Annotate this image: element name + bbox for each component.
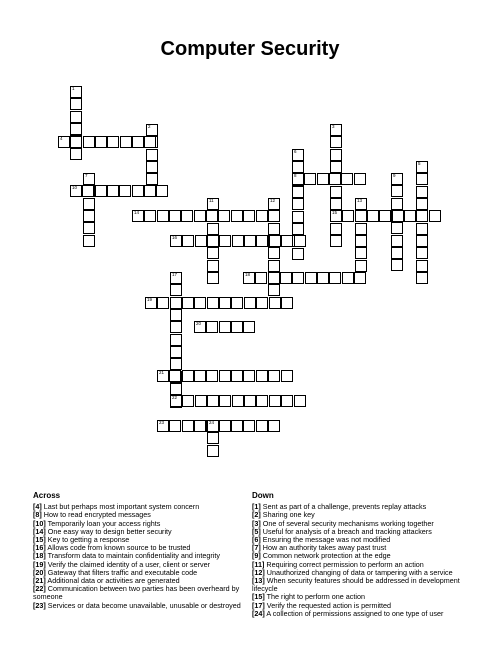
cell-number: 23	[159, 420, 165, 425]
clue-number: [24]	[252, 608, 265, 618]
clue-text: Transform data to maintain confidentiality and integrity	[45, 551, 220, 561]
grid-cell[interactable]	[170, 272, 182, 284]
grid-cell[interactable]	[268, 284, 280, 296]
grid-cell[interactable]	[70, 136, 82, 148]
across-heading: Across	[33, 491, 61, 500]
cell-number: 24	[209, 420, 215, 425]
grid-cell[interactable]	[194, 297, 206, 309]
grid-cell[interactable]	[207, 223, 219, 235]
grid-cell[interactable]	[170, 395, 182, 407]
clue-number: [10]	[33, 518, 46, 528]
grid-cell[interactable]	[355, 210, 367, 222]
cell-number: 17	[172, 272, 178, 277]
grid-cell[interactable]	[132, 185, 144, 197]
grid-cell[interactable]	[392, 210, 404, 222]
across-clue	[33, 585, 245, 601]
grid-cell[interactable]	[330, 186, 342, 198]
clue-text: Additional data or activities are generated	[45, 576, 180, 586]
grid-cell[interactable]	[294, 395, 306, 407]
grid-cell[interactable]	[207, 445, 219, 457]
grid-cell[interactable]	[268, 272, 280, 284]
grid-cell[interactable]	[58, 136, 70, 148]
clue-text: Ensuring the message was not modified	[260, 535, 391, 545]
down-clue	[252, 610, 474, 618]
grid-cell[interactable]	[292, 272, 304, 284]
grid-cell[interactable]	[195, 395, 207, 407]
grid-cell[interactable]	[329, 173, 341, 185]
grid-cell[interactable]	[146, 149, 158, 161]
grid-cell[interactable]	[269, 235, 281, 247]
grid-cell[interactable]	[194, 370, 206, 382]
grid-cell[interactable]	[169, 420, 181, 432]
grid-cell[interactable]	[206, 210, 218, 222]
grid-cell[interactable]	[355, 260, 367, 272]
cell-number: 8	[294, 173, 297, 178]
clue-text: Services or data become unavailable, unusable or destroyed	[45, 600, 241, 610]
down-heading: Down	[252, 491, 274, 500]
clue-number: [13]	[252, 576, 265, 586]
grid-cell[interactable]	[281, 297, 293, 309]
grid-cell[interactable]	[182, 235, 194, 247]
grid-cell[interactable]	[107, 136, 119, 148]
clue-text: The right to perform one action	[264, 592, 365, 602]
grid-cell[interactable]	[207, 260, 219, 272]
grid-cell[interactable]	[83, 198, 95, 210]
grid-cell[interactable]	[231, 321, 243, 333]
clue-number: [5]	[252, 526, 261, 536]
grid-cell[interactable]	[292, 248, 304, 260]
cell-number: 21	[159, 370, 165, 375]
grid-cell[interactable]	[391, 247, 403, 259]
grid-cell[interactable]	[281, 235, 293, 247]
grid-cell[interactable]	[268, 247, 280, 259]
grid-cell[interactable]	[156, 185, 168, 197]
grid-cell[interactable]	[194, 210, 206, 222]
grid-cell[interactable]	[416, 173, 428, 185]
clue-number: [6]	[252, 535, 261, 545]
grid-cell[interactable]	[243, 272, 255, 284]
grid-cell[interactable]	[157, 210, 169, 222]
grid-cell[interactable]	[342, 272, 354, 284]
clue-text: Verify the claimed identity of a user, client or server	[45, 559, 210, 569]
cell-number: 19	[147, 297, 153, 302]
grid-cell[interactable]	[83, 173, 95, 185]
clue-text: Unauthorized changing of data or tampering with a service	[264, 567, 453, 577]
grid-cell[interactable]	[330, 235, 342, 247]
grid-cell[interactable]	[341, 173, 353, 185]
clue-text: Sharing one key	[260, 510, 315, 520]
grid-cell[interactable]	[207, 395, 219, 407]
clue-number: [8]	[33, 510, 42, 520]
grid-cell[interactable]	[231, 297, 243, 309]
grid-cell[interactable]	[219, 395, 231, 407]
grid-cell[interactable]	[355, 235, 367, 247]
grid-cell[interactable]	[219, 235, 231, 247]
cell-number: 10	[72, 185, 78, 190]
grid-cell[interactable]	[256, 297, 268, 309]
clue-number: [21]	[33, 576, 46, 586]
grid-cell[interactable]	[330, 149, 342, 161]
grid-cell[interactable]	[207, 420, 219, 432]
down-clue	[252, 577, 474, 593]
grid-cell[interactable]	[355, 198, 367, 210]
grid-cell[interactable]	[157, 370, 169, 382]
grid-cell[interactable]	[416, 210, 428, 222]
grid-cell[interactable]	[329, 272, 341, 284]
grid-cell[interactable]	[182, 395, 194, 407]
grid-cell[interactable]	[181, 210, 193, 222]
grid-cell[interactable]	[268, 420, 280, 432]
grid-cell[interactable]	[404, 210, 416, 222]
grid-cell[interactable]	[355, 223, 367, 235]
grid-cell[interactable]	[70, 148, 82, 160]
cell-number: 18	[245, 272, 251, 277]
cell-number: 16	[172, 235, 178, 240]
grid-cell[interactable]	[330, 136, 342, 148]
grid-cell[interactable]	[144, 185, 156, 197]
grid-cell[interactable]	[232, 235, 244, 247]
grid-cell[interactable]	[182, 420, 194, 432]
cell-number: 13	[357, 198, 363, 203]
clue-number: [14]	[33, 526, 46, 536]
grid-cell[interactable]	[145, 297, 157, 309]
grid-cell[interactable]	[146, 124, 158, 136]
grid-cell[interactable]	[170, 235, 182, 247]
cell-number: 22	[172, 395, 178, 400]
grid-cell[interactable]	[83, 222, 95, 234]
grid-cell[interactable]	[268, 210, 280, 222]
clue-number: [15]	[252, 592, 265, 602]
grid-cell[interactable]	[292, 198, 304, 210]
clue-number: [16]	[33, 543, 46, 553]
grid-cell[interactable]	[292, 211, 304, 223]
grid-cell[interactable]	[170, 321, 182, 333]
grid-cell[interactable]	[244, 395, 256, 407]
clue-text: How an authority takes away past trust	[260, 543, 387, 553]
across-clues	[33, 492, 245, 610]
clue-text: Useful for analysis of a breach and tracking attackers	[260, 526, 432, 536]
grid-cell[interactable]	[317, 173, 329, 185]
grid-cell[interactable]	[194, 321, 206, 333]
grid-cell[interactable]	[170, 309, 182, 321]
grid-cell[interactable]	[70, 111, 82, 123]
grid-cell[interactable]	[218, 210, 230, 222]
clue-number: [20]	[33, 567, 46, 577]
grid-cell[interactable]	[144, 210, 156, 222]
grid-cell[interactable]	[243, 321, 255, 333]
clue-text: Last but perhaps most important system concern	[41, 502, 200, 512]
clue-number: [1]	[252, 502, 261, 512]
grid-cell[interactable]	[144, 136, 156, 148]
clue-text: Verify the requested action is permitted	[264, 600, 392, 610]
grid-cell[interactable]	[391, 259, 403, 271]
grid-cell[interactable]	[70, 123, 82, 135]
grid-cell[interactable]	[416, 161, 428, 173]
clue-number: [22]	[33, 584, 46, 594]
grid-cell[interactable]	[317, 272, 329, 284]
grid-cell[interactable]	[207, 432, 219, 444]
clue-number: [12]	[252, 567, 265, 577]
grid-cell[interactable]	[269, 297, 281, 309]
clue-text: Key to getting a response	[45, 535, 130, 545]
grid-cell[interactable]	[219, 321, 231, 333]
cell-number: 3	[332, 124, 335, 129]
grid-cell[interactable]	[170, 297, 182, 309]
grid-cell[interactable]	[219, 420, 231, 432]
cell-number: 5	[418, 161, 421, 166]
grid-cell[interactable]	[243, 420, 255, 432]
grid-cell[interactable]	[207, 235, 219, 247]
grid-cell[interactable]	[391, 198, 403, 210]
clue-text: Communication between two parties has been overheard by someone	[33, 584, 240, 602]
grid-cell[interactable]	[416, 198, 428, 210]
grid-cell[interactable]	[416, 247, 428, 259]
cell-number: 14	[134, 210, 140, 215]
grid-cell[interactable]	[107, 185, 119, 197]
clue-text: How to read encrypted messages	[41, 510, 151, 520]
grid-cell[interactable]	[256, 395, 268, 407]
grid-cell[interactable]	[243, 210, 255, 222]
grid-cell[interactable]	[195, 235, 207, 247]
grid-cell[interactable]	[207, 198, 219, 210]
grid-cell[interactable]	[219, 297, 231, 309]
grid-cell[interactable]	[354, 173, 366, 185]
grid-cell[interactable]	[157, 297, 169, 309]
cell-number: 9	[393, 173, 396, 178]
grid-cell[interactable]	[330, 198, 342, 210]
clue-text: When security features should be addressed in development lifecycle	[252, 576, 460, 594]
grid-cell[interactable]	[95, 136, 107, 148]
cell-number: 2	[148, 124, 151, 129]
grid-cell[interactable]	[207, 297, 219, 309]
grid-cell[interactable]	[170, 334, 182, 346]
clue-number: [19]	[33, 559, 46, 569]
grid-cell[interactable]	[132, 210, 144, 222]
grid-cell[interactable]	[83, 235, 95, 247]
grid-cell[interactable]	[194, 420, 206, 432]
grid-cell[interactable]	[95, 185, 107, 197]
grid-cell[interactable]	[82, 185, 94, 197]
clue-number: [15]	[33, 535, 46, 545]
clue-text: Common network protection at the edge	[260, 551, 391, 561]
clue-number: [18]	[33, 551, 46, 561]
clue-text: Gateway that filters traffic and executable code	[45, 567, 198, 577]
clue-number: [7]	[252, 543, 261, 553]
grid-cell[interactable]	[292, 161, 304, 173]
grid-cell[interactable]	[416, 260, 428, 272]
grid-cell[interactable]	[206, 321, 218, 333]
clue-text: Temporarily loan your access rights	[45, 518, 161, 528]
grid-cell[interactable]	[244, 297, 256, 309]
grid-cell[interactable]	[304, 173, 316, 185]
grid-cell[interactable]	[416, 272, 428, 284]
grid-cell[interactable]	[391, 235, 403, 247]
grid-cell[interactable]	[268, 198, 280, 210]
grid-cell[interactable]	[342, 210, 354, 222]
grid-cell[interactable]	[281, 395, 293, 407]
grid-cell[interactable]	[429, 210, 441, 222]
grid-cell[interactable]	[83, 136, 95, 148]
across-clue	[33, 602, 245, 610]
grid-cell[interactable]	[120, 136, 132, 148]
grid-cell[interactable]	[294, 235, 306, 247]
grid-cell[interactable]	[379, 210, 391, 222]
clue-text: Requiring correct permission to perform an action	[264, 559, 424, 569]
grid-cell[interactable]	[169, 210, 181, 222]
grid-cell[interactable]	[206, 370, 218, 382]
grid-cell[interactable]	[330, 223, 342, 235]
grid-cell[interactable]	[182, 370, 194, 382]
grid-cell[interactable]	[292, 223, 304, 235]
grid-cell[interactable]	[119, 185, 131, 197]
grid-cell[interactable]	[170, 284, 182, 296]
grid-cell[interactable]	[416, 235, 428, 247]
grid-cell[interactable]	[281, 370, 293, 382]
clue-number: [17]	[252, 600, 265, 610]
grid-cell[interactable]	[169, 370, 181, 382]
grid-cell[interactable]	[231, 420, 243, 432]
grid-cell[interactable]	[231, 370, 243, 382]
cell-number: 12	[270, 198, 276, 203]
cell-number: 11	[209, 198, 214, 203]
grid-cell[interactable]	[132, 136, 144, 148]
grid-cell[interactable]	[330, 210, 342, 222]
grid-cell[interactable]	[255, 272, 267, 284]
grid-cell[interactable]	[292, 149, 304, 161]
clue-text: One easy way to design better security	[45, 526, 172, 536]
cell-number: 20	[196, 321, 202, 326]
cell-number: 7	[85, 173, 88, 178]
cell-number: 6	[294, 149, 297, 154]
grid-cell[interactable]	[268, 370, 280, 382]
clue-text: A collection of permissions assigned to one type of user	[264, 608, 444, 618]
grid-cell[interactable]	[146, 161, 158, 173]
grid-cell[interactable]	[330, 124, 342, 136]
grid-cell[interactable]	[70, 98, 82, 110]
grid-cell[interactable]	[157, 420, 169, 432]
grid-cell[interactable]	[280, 272, 292, 284]
grid-cell[interactable]	[146, 173, 158, 185]
clue-number: [11]	[252, 559, 265, 569]
grid-cell[interactable]	[170, 383, 182, 395]
grid-cell[interactable]	[256, 235, 268, 247]
clue-text: One of several security mechanisms working together	[260, 518, 434, 528]
clue-number: [9]	[252, 551, 261, 561]
grid-cell[interactable]	[292, 173, 304, 185]
clue-text: Sent as part of a challenge, prevents replay attacks	[260, 502, 427, 512]
grid-cell[interactable]	[256, 210, 268, 222]
grid-cell[interactable]	[292, 186, 304, 198]
clue-text: Allows code from known source to be trusted	[45, 543, 191, 553]
grid-cell[interactable]	[256, 370, 268, 382]
cell-number: 4	[60, 136, 63, 141]
grid-cell[interactable]	[256, 420, 268, 432]
grid-cell[interactable]	[268, 223, 280, 235]
grid-cell[interactable]	[367, 210, 379, 222]
grid-cell[interactable]	[416, 223, 428, 235]
grid-cell[interactable]	[330, 161, 342, 173]
grid-cell[interactable]	[219, 370, 231, 382]
grid-cell[interactable]	[244, 235, 256, 247]
grid-cell[interactable]	[232, 395, 244, 407]
down-clues	[252, 492, 474, 618]
grid-cell[interactable]	[416, 186, 428, 198]
grid-cell[interactable]	[305, 272, 317, 284]
grid-cell[interactable]	[243, 370, 255, 382]
grid-cell[interactable]	[355, 247, 367, 259]
grid-cell[interactable]	[231, 210, 243, 222]
page-title: Computer Security	[160, 38, 340, 60]
grid-cell[interactable]	[207, 272, 219, 284]
cell-number: 1	[72, 86, 75, 91]
clue-number: [3]	[252, 518, 261, 528]
grid-cell[interactable]	[182, 297, 194, 309]
grid-cell[interactable]	[70, 86, 82, 98]
grid-cell[interactable]	[354, 272, 366, 284]
grid-cell[interactable]	[268, 260, 280, 272]
clue-number: [23]	[33, 600, 46, 610]
grid-cell[interactable]	[70, 185, 82, 197]
clue-number: [2]	[252, 510, 261, 520]
grid-cell[interactable]	[391, 185, 403, 197]
grid-cell[interactable]	[391, 173, 403, 185]
grid-cell[interactable]	[269, 395, 281, 407]
grid-cell[interactable]	[170, 358, 182, 370]
grid-cell[interactable]	[207, 247, 219, 259]
grid-cell[interactable]	[391, 222, 403, 234]
grid-cell[interactable]	[83, 210, 95, 222]
clue-number: [4]	[33, 502, 42, 512]
grid-cell[interactable]	[170, 346, 182, 358]
cell-number: 15	[332, 210, 338, 216]
